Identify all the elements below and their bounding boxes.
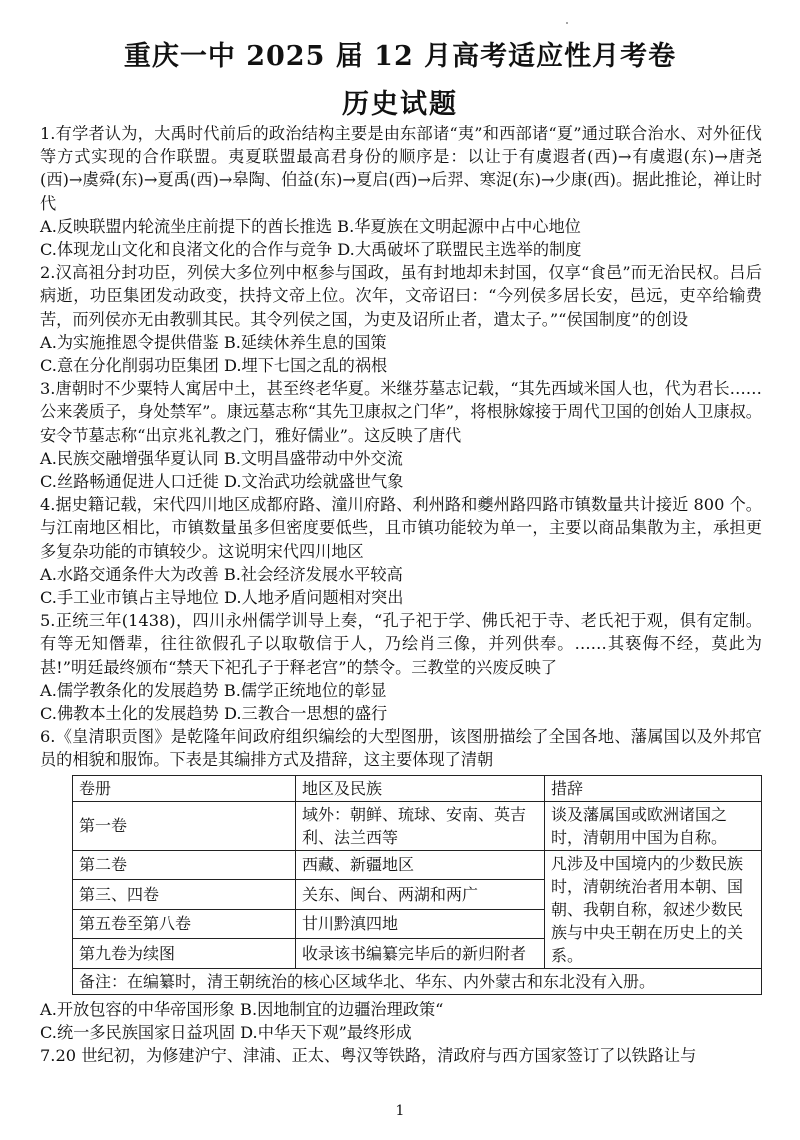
question-6: [40, 725, 762, 1044]
table-header: 措辞: [545, 775, 762, 801]
page-number: 1: [395, 1103, 405, 1119]
table-row: [73, 801, 762, 850]
table-cell: 第五卷至第八卷: [73, 909, 296, 939]
options-ab: A.民族交融增强华夏认同 B.文明昌盛带动中外交流: [40, 448, 403, 468]
exam-title: 重庆一中 2025 届 12 月高考适应性月考卷: [123, 41, 677, 72]
options-ab: A.水路交通条件大为改善 B.社会经济发展水平较高: [40, 564, 403, 584]
options-cd: C.佛教本土化的发展趋势 D.三教合一思想的盛行: [40, 704, 388, 724]
options-ab: A.开放包容的中华帝国形象 B.因地制宜的边疆治理政策“: [40, 999, 444, 1019]
options-ab: A.儒学教条化的发展趋势 B.儒学正统地位的彰显: [40, 680, 387, 700]
question-stem: 5.正统三年(1438)，四川永州儒学训导上奏，“孔子祀于学、佛氏祀于寺、老氏祀于观，俱有定制。有等无知僭辈，往往欲假孔子以取敬信于人，乃绘肖三像，并列供奉。……其亵侮不经，莫此为甚!”明廷最终颁布“禁天下祀孔子于释老宫”的禁令。三教堂的兴废反映了: [40, 611, 762, 677]
question-stem: 4.据史籍记载，宋代四川地区成都府路、潼川府路、利州路和夔州路四路市镇数量共计接近 800 个。与江南地区相比，市镇数量虽多但密度要低些，且市镇功能较为单一，主要以商品集散为主，承担更多复杂功能的市镇较少。这说明宋代四川地区: [40, 495, 762, 561]
options-cd: C.统一多民族国家日益巩固 D.中华天下观”最终形成: [40, 1022, 412, 1042]
question-5: [40, 609, 762, 725]
table-cell: 第九卷为续图: [73, 939, 296, 969]
question-4: [40, 493, 762, 609]
table-row: [73, 850, 762, 880]
question-stem: 7.20 世纪初，为修建沪宁、津浦、正太、粤汉等铁路，清政府与西方国家签订了以铁路让与: [40, 1046, 697, 1066]
table-cell: 收录该书编纂完毕后的新归附者: [296, 939, 545, 969]
options-ab: A.反映联盟内轮流坐庄前提下的酋长推选 B.华夏族在文明起源中占中心地位: [40, 216, 581, 236]
table-cell: 第二卷: [73, 850, 296, 880]
question-2: [40, 261, 762, 377]
question-list: [40, 122, 762, 1067]
table-note: 备注：在编纂时，清王朝统治的核心区域华北、华东、内外蒙古和东北没有入册。: [73, 968, 762, 994]
question-1: [40, 122, 762, 261]
question-7: [40, 1044, 762, 1067]
table-cell: 关东、闽台、两湖和两广: [296, 880, 545, 910]
table-cell: 第三、四卷: [73, 880, 296, 910]
table-cell: 谈及藩属国或欧洲诸国之时，清朝用中国为自称。: [545, 801, 762, 850]
options-cd: C.体现龙山文化和良渚文化的合作与竞争 D.大禹破坏了联盟民主选举的制度: [40, 240, 582, 260]
options-cd: C.意在分化削弱功臣集团 D.埋下七国之乱的祸根: [40, 356, 388, 376]
table-cell: 凡涉及中国境内的少数民族时，清朝统治者用本朝、国朝、我朝自称，叙述少数民族与中央王朝在历史上的关系。: [545, 850, 762, 968]
table-cell: 西藏、新疆地区: [296, 850, 545, 880]
compilation-table: [72, 775, 762, 995]
table-note-row: [73, 968, 762, 994]
table-header-row: [73, 775, 762, 801]
table-header: 卷册: [73, 775, 296, 801]
options-cd: C.手工业市镇占主导地位 D.人地矛盾问题相对突出: [40, 588, 404, 608]
question-stem: 1.有学者认为，大禹时代前后的政治结构主要是由东部诸“夷”和西部诸“夏”通过联合治水、对外征伐等方式实现的合作联盟。夷夏联盟最高君身份的顺序是：以让于有虞遐者(西)→有虞遐(东)→唐尧(西)→虞舜(东)→夏禹(西)→皋陶、伯益(东)→夏启(西)→后羿、寒浞(东)→少康(西)。据此推论，禅让时代: [40, 124, 762, 213]
table-header: 地区及民族: [296, 775, 545, 801]
question-stem: 2.汉高祖分封功臣，列侯大多位列中枢参与国政，虽有封地却未封国，仅享“食邑”而无治民权。吕后病逝，功臣集团发动政变，扶持文帝上位。次年，文帝诏曰：“今列侯多居长安，邑远，吏卒给输费苦，而列侯亦无由教驯其民。其令列侯之国，为吏及诏所止者，遣太子。”“侯国制度”的创设: [40, 263, 762, 329]
scan-speck: [566, 22, 568, 24]
options-cd: C.丝路畅通促进人口迁徙 D.文治武功绘就盛世气象: [40, 472, 404, 492]
exam-subtitle: 历史试题: [342, 89, 458, 120]
question-stem: 3.唐朝时不少粟特人寓居中土，甚至终老华夏。米继芬墓志记载，“其先西域米国人也，代为君长……公来袭质子，身处禁军”。康远墓志称“其先卫康叔之门华”，将根脉嫁接于周代卫国的创始人卫康叔。安令节墓志称“出京兆礼教之门，雅好儒业”。这反映了唐代: [40, 379, 762, 445]
table-cell: 甘川黔滇四地: [296, 909, 545, 939]
options-ab: A.为实施推恩令提供借鉴 B.延续休养生息的国策: [40, 332, 387, 352]
question-stem: 6.《皇清职贡图》是乾隆年间政府组织编绘的大型图册，该图册描绘了全国各地、藩属国以及外邦官员的相貌和服饰。下表是其编排方式及措辞，这主要体现了清朝: [40, 727, 762, 770]
question-3: [40, 377, 762, 493]
table-cell: 域外：朝鲜、琉球、安南、英吉利、法兰西等: [296, 801, 545, 850]
table-cell: 第一卷: [73, 801, 296, 850]
